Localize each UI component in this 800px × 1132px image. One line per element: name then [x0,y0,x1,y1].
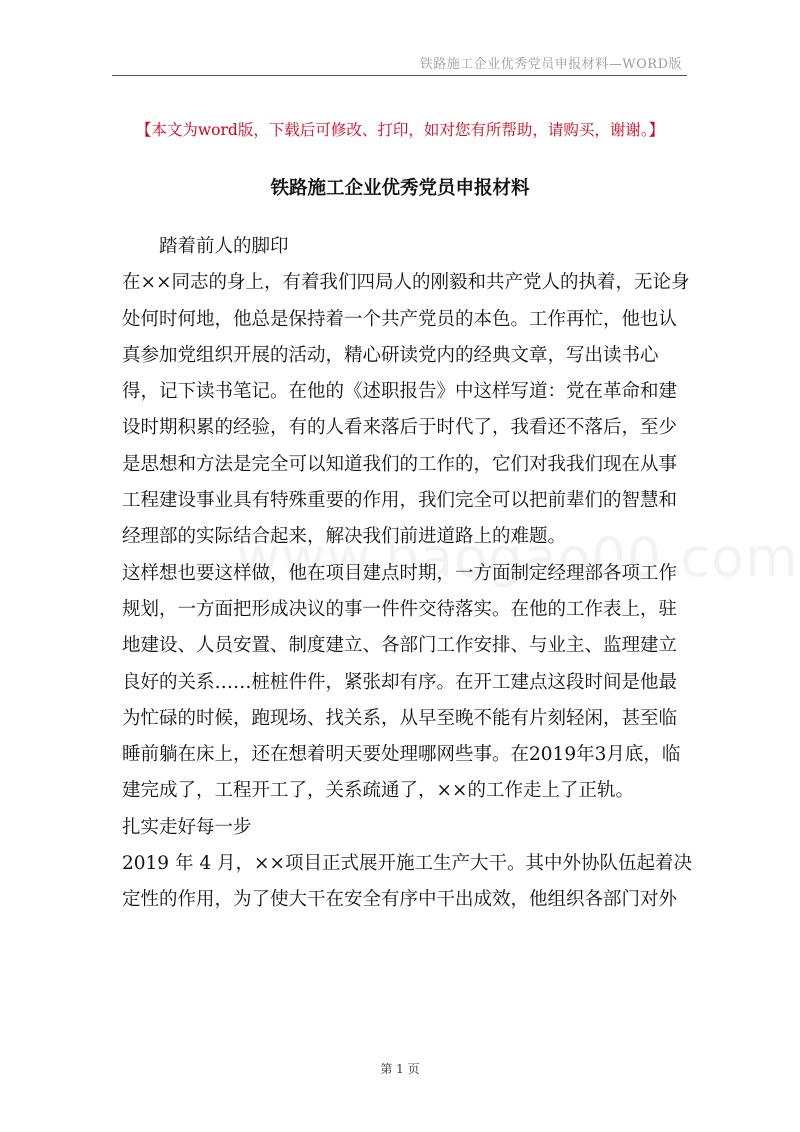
header-divider [112,75,687,76]
body-paragraph: 2019 年 4 月，××项目正式展开施工生产大干。其中外协队伍起着决定性的作用，为了使大干在安全有序中干出成效，他组织各部门对外 [122,853,692,911]
section-heading-footsteps: 踏着前人的脚印 [159,236,289,257]
running-header: 铁路施工企业优秀党员申报材料—WORD版 [419,57,682,72]
download-notice: 【本文为word版，下载后可修改、打印，如对您有所帮助，请购买，谢谢。】 [135,121,665,139]
body-paragraph: 在××同志的身上，有着我们四局人的刚毅和共产党人的执着，无论身处何时何地，他总是保持着一个共产党员的本色。工作再忙，他也认真参加党组织开展的活动，精心研读党内的经典文章，写出读书心得，记下读书笔记。在他的《述职报告》中这样写道：党在革命和建设时期积累的经验，有的人看来落后于时代了，我看还不落后，至少是思想和方法是完全可以知道我们的工作的，它们对我我们现在从事工程建设事业具有特殊重要的作用，我们完全可以把前辈们的智慧和经理部的实际结合起来，解决我们前进道路上的难题。 [122,272,690,548]
body-paragraph: 这样想也要这样做，他在项目建点时期，一方面制定经理部各项工作规划，一方面把形成决议的事一件件交待落实。在他的工作表上，驻地建设、人员安置、制度建立、各部门工作安排、与业主、监理建立良好的关系……桩桩件件，紧张却有序。在开工建点这段时间是他最为忙碌的时候，跑现场、找关系，从早至晚不能有片刻轻闲，甚至临睡前躺在床上，还在想着明天要处理哪网些事。在2019年3月底，临建完成了，工程开工了，关系疏通了，××的工作走上了正轨。 [122,562,681,802]
section-heading-steady-steps: 扎实走好每一步 [122,816,252,838]
document-title: 铁路施工企业优秀党员申报材料 [270,178,530,199]
page-number: 第 1 页 [380,1062,420,1076]
document-body [122,229,692,919]
